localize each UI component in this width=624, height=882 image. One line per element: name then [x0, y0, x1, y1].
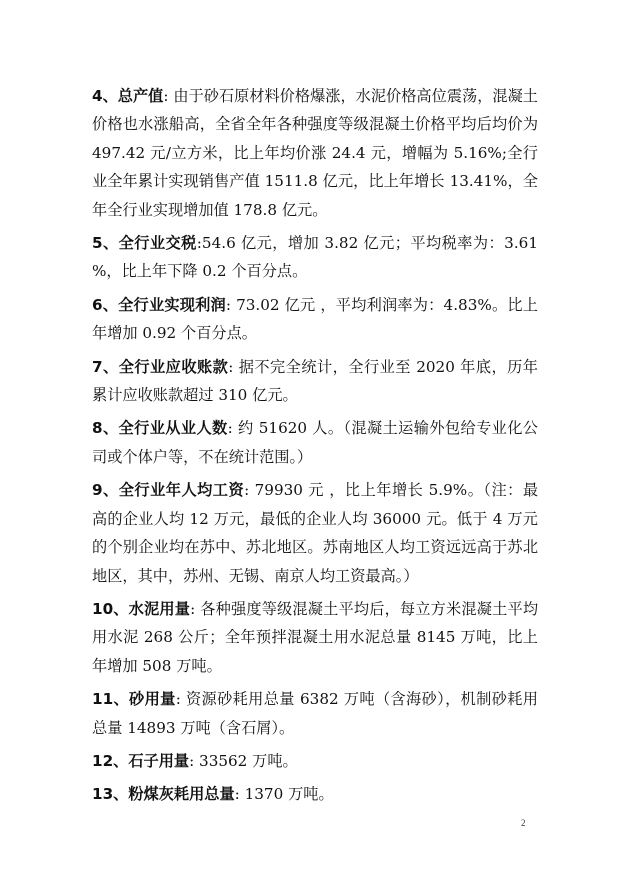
paragraph-separator: : — [163, 87, 174, 105]
paragraph-text: 各种强度等级混凝土平均后，每立方米混凝土平均用水泥 268 公斤；全年预拌混凝土用水泥总量 8145 万吨，比上年增加 508 万吨。 — [92, 599, 539, 675]
paragraph-separator: : — [189, 751, 195, 770]
paragraph-separator: : — [244, 481, 250, 500]
paragraph-separator: : — [190, 599, 196, 618]
paragraph-heading: 8、全行业从业人数 — [92, 419, 228, 438]
paragraph-gravel-usage — [92, 747, 538, 775]
paragraph-fly-ash-usage — [92, 780, 538, 808]
paragraph-text: 1370 万吨。 — [239, 785, 334, 804]
paragraph-industry-profit — [92, 291, 538, 348]
paragraph-heading: 7、全行业应收账款 — [92, 357, 229, 376]
paragraph-accounts-receivable — [92, 353, 538, 410]
paragraph-heading: 13、粉煤灰耗用总量 — [92, 785, 235, 804]
paragraph-sand-usage — [92, 685, 538, 742]
paragraph-heading: 12、石子用量 — [92, 751, 190, 770]
paragraph-employee-count — [92, 414, 538, 471]
paragraph-text: 73.02 亿元 ，平均利润率为：4.83%。比上年增加 0.92 个百分点。 — [92, 295, 538, 343]
paragraph-text: 54.6 亿元，增加 3.82 亿元；平均税率为：3.61 %，比上年下降 0.2 个百分点。 — [92, 234, 538, 281]
paragraph-cement-usage — [92, 595, 538, 680]
paragraph-separator: : — [227, 419, 233, 438]
paragraph-heading: 6、全行业实现利润 — [92, 295, 226, 314]
paragraph-heading: 10、水泥用量 — [92, 599, 191, 618]
paragraph-text: 由于砂石原材料价格爆涨，水泥价格高位震荡，混凝土价格也水涨船高，全省全年各种强度等级混凝土价格平均后均价为 497.42 元/立方米，比上年均价涨 24.4 元，增幅为 5.16%;全行业全年累计实现销售产值 1511.8 亿元，比上年增长 13.41%，全年全行业实现增加值 178.8 亿元。 — [92, 87, 538, 219]
paragraph-separator: : — [225, 295, 232, 314]
paragraph-separator: : — [228, 357, 234, 376]
paragraph-heading: 9、全行业年人均工资 — [92, 481, 245, 500]
page-number: 2 — [521, 818, 526, 828]
paragraph-text: 33562 万吨。 — [194, 751, 298, 770]
paragraph-heading: 5、全行业交税 — [92, 234, 197, 253]
paragraph-text: 约 51620 人。（混凝土运输外包给专业化公司或个体户等，不在统计范围。） — [92, 419, 538, 466]
paragraph-text: 79930 元 ，比上年增长 5.9%。（注：最高的企业人均 12 万元，最低的企业人均 36000 元。低于 4 万元的个别企业均在苏中、苏北地区。苏南地区人均工资远远高于苏北地区，其中，苏州、无锡、南京人均工资最高。） — [92, 481, 539, 585]
document-body — [92, 82, 538, 814]
paragraph-heading: 11、砂用量 — [92, 690, 176, 709]
paragraph-separator: : — [196, 234, 202, 253]
paragraph-text: 资源砂耗用总量 6382 万吨（含海砂），机制砂耗用总量 14893 万吨（含石屑）。 — [92, 690, 538, 737]
paragraph-average-wage — [92, 476, 538, 590]
paragraph-total-output-value — [92, 82, 538, 224]
paragraph-text: 据不完全统计，全行业至 2020 年底，历年累计应收账款超过 310 亿元。 — [92, 357, 538, 405]
paragraph-separator: : — [175, 690, 181, 709]
paragraph-heading: 4、总产值 — [92, 87, 164, 105]
paragraph-industry-tax — [92, 229, 538, 286]
paragraph-separator: : — [234, 785, 240, 804]
